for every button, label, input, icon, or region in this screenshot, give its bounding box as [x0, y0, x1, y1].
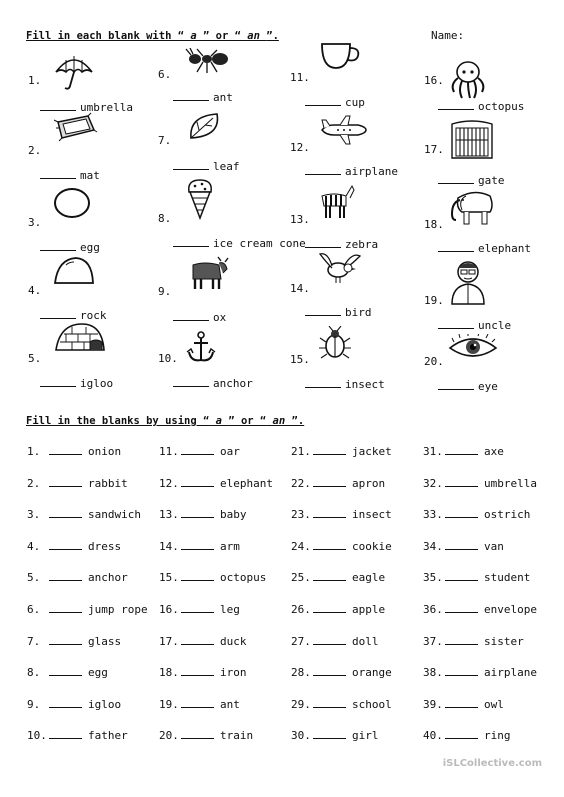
item-number: 25. — [291, 571, 311, 585]
blank-field[interactable] — [438, 380, 474, 390]
item-number: 17. — [159, 634, 179, 648]
blank-field[interactable] — [49, 571, 82, 581]
item-word: elephant — [478, 242, 531, 255]
item-number: 34. — [423, 539, 443, 553]
blank-field[interactable] — [49, 477, 82, 487]
zebra-icon — [318, 184, 356, 224]
list-item — [27, 729, 128, 742]
item-number: 6. — [158, 68, 172, 81]
item-word: egg — [80, 241, 100, 254]
blank-field[interactable] — [438, 319, 474, 329]
item-word: rabbit — [88, 476, 128, 490]
blank-field[interactable] — [305, 238, 341, 248]
item-number: 1. — [27, 445, 41, 458]
item-word: girl — [352, 729, 379, 743]
item-word: insect — [352, 508, 392, 522]
item-word: elephant — [220, 476, 273, 490]
item-number: 9. — [158, 285, 172, 298]
item-number: 11. — [159, 445, 179, 458]
insect-icon — [318, 326, 352, 364]
name-label: Name: — [431, 29, 465, 42]
item-number: 12. — [290, 141, 310, 154]
item-word: arm — [220, 539, 240, 553]
blank-field[interactable] — [438, 174, 474, 184]
list-item — [159, 571, 266, 584]
list-item — [291, 571, 385, 584]
airplane-icon — [318, 115, 368, 149]
list-item — [423, 729, 511, 742]
item-word: uncle — [478, 319, 512, 332]
answer-line — [305, 96, 365, 109]
answer-line — [438, 100, 524, 113]
item-number: 2. — [27, 476, 41, 490]
answer-line — [438, 242, 531, 255]
watermark: iSLCollective.com — [442, 758, 542, 769]
item-number: 18. — [424, 218, 444, 231]
item-word: axe — [484, 445, 504, 458]
item-number: 26. — [291, 603, 311, 616]
rock-icon — [52, 255, 96, 291]
answer-line — [305, 378, 385, 391]
blank-field[interactable] — [445, 571, 478, 581]
list-item — [159, 445, 240, 458]
item-number: 19. — [424, 294, 444, 307]
item-number: 24. — [291, 539, 311, 553]
blank-field[interactable] — [313, 729, 346, 739]
leaf-icon — [185, 110, 225, 148]
item-word: school — [352, 697, 392, 711]
item-word: airplane — [484, 666, 537, 680]
item-word: igloo — [88, 697, 122, 711]
item-number: 13. — [290, 213, 310, 226]
item-word: zebra — [345, 238, 379, 251]
item-number: 5. — [27, 571, 41, 585]
blank-field[interactable] — [438, 242, 474, 252]
item-word: cup — [345, 96, 365, 109]
list-item — [159, 540, 240, 553]
blank-field[interactable] — [173, 237, 209, 247]
blank-field[interactable] — [438, 100, 474, 110]
item-number: 15. — [159, 571, 179, 585]
answer-line — [40, 377, 113, 390]
list-item — [423, 540, 504, 553]
item-word: leaf — [213, 160, 240, 173]
item-word: sister — [484, 634, 524, 648]
item-number: 23. — [291, 508, 311, 522]
item-word: egg — [88, 666, 108, 680]
answer-line — [173, 377, 253, 390]
item-number: 3. — [27, 508, 41, 522]
elephant-icon — [448, 186, 502, 230]
blank-field[interactable] — [181, 635, 214, 645]
blank-field[interactable] — [313, 445, 346, 455]
eye-icon — [448, 334, 498, 364]
blank-field[interactable] — [49, 508, 82, 518]
blank-field[interactable] — [49, 540, 82, 550]
blank-field[interactable] — [313, 635, 346, 645]
blank-field[interactable] — [49, 445, 82, 455]
list-item — [291, 445, 392, 458]
list-item — [27, 698, 121, 711]
item-number: 38. — [423, 666, 443, 680]
blank-field[interactable] — [173, 160, 209, 170]
blank-field[interactable] — [445, 698, 478, 708]
item-word: insect — [345, 378, 385, 391]
blank-field[interactable] — [173, 377, 209, 387]
answer-line — [438, 319, 511, 332]
item-word: cookie — [352, 539, 392, 553]
item-number: 8. — [158, 212, 172, 225]
item-number: 17. — [424, 143, 444, 156]
item-number: 35. — [423, 571, 443, 585]
item-word: jacket — [352, 445, 392, 458]
item-word: iron — [220, 666, 247, 680]
blank-field[interactable] — [305, 165, 341, 175]
blank-field[interactable] — [313, 698, 346, 708]
blank-field[interactable] — [445, 729, 478, 739]
blank-field[interactable] — [313, 603, 346, 613]
item-number: 36. — [423, 603, 443, 616]
item-word: ring — [484, 729, 511, 743]
item-word: leg — [220, 603, 240, 616]
item-number: 21. — [291, 445, 311, 458]
list-item — [291, 666, 392, 679]
item-word: van — [484, 539, 504, 553]
blank-field[interactable] — [181, 540, 214, 550]
item-word: mat — [80, 169, 100, 182]
item-word: glass — [88, 634, 122, 648]
blank-field[interactable] — [181, 603, 214, 613]
item-number: 27. — [291, 634, 311, 648]
item-number: 39. — [423, 697, 443, 711]
list-item — [291, 477, 385, 490]
igloo-icon — [52, 322, 108, 356]
item-word: student — [484, 571, 531, 585]
item-word: igloo — [80, 377, 114, 390]
blank-field[interactable] — [445, 666, 478, 676]
list-item — [27, 666, 108, 679]
blank-field[interactable] — [40, 101, 76, 111]
item-number: 8. — [27, 666, 41, 680]
gate-icon — [448, 120, 496, 164]
list-item — [291, 635, 379, 648]
blank-field[interactable] — [313, 540, 346, 550]
blank-field[interactable] — [305, 96, 341, 106]
answer-line — [173, 237, 306, 250]
answer-line — [40, 309, 107, 322]
answer-line — [173, 91, 233, 104]
blank-field[interactable] — [445, 635, 478, 645]
item-number: 2. — [28, 144, 42, 157]
item-number: 11. — [290, 71, 310, 84]
blank-field[interactable] — [313, 571, 346, 581]
item-number: 5. — [28, 352, 42, 365]
item-word: ant — [213, 91, 233, 104]
egg-icon — [52, 186, 92, 224]
bird-icon — [318, 250, 362, 288]
list-item — [159, 635, 247, 648]
item-word: bird — [345, 306, 372, 319]
octopus-icon — [448, 60, 488, 104]
list-item — [291, 729, 379, 742]
list-item — [159, 603, 240, 616]
item-word: ox — [213, 311, 227, 324]
list-item — [291, 508, 392, 521]
item-number: 31. — [423, 445, 443, 458]
answer-line — [173, 160, 240, 173]
item-word: jump rope — [88, 603, 148, 616]
blank-field[interactable] — [313, 477, 346, 487]
list-item — [27, 445, 121, 458]
item-word: octopus — [220, 571, 267, 585]
item-word: orange — [352, 666, 392, 680]
item-word: eagle — [352, 571, 386, 585]
item-number: 14. — [159, 539, 179, 553]
item-number: 29. — [291, 697, 311, 711]
item-word: train — [220, 729, 254, 743]
list-item — [423, 477, 537, 490]
blank-field[interactable] — [445, 477, 478, 487]
blank-field[interactable] — [49, 666, 82, 676]
ice-cream-icon — [185, 176, 215, 224]
answer-line — [305, 306, 372, 319]
item-number: 15. — [290, 353, 310, 366]
list-item — [423, 603, 537, 616]
blank-field[interactable] — [181, 698, 214, 708]
answer-line — [438, 380, 498, 393]
mat-icon — [52, 112, 98, 146]
item-number: 14. — [290, 282, 310, 295]
blank-field[interactable] — [40, 377, 76, 387]
ox-icon — [185, 255, 229, 295]
item-word: umbrella — [80, 101, 133, 114]
list-item — [27, 540, 121, 553]
list-item — [159, 666, 247, 679]
blank-field[interactable] — [305, 306, 341, 316]
list-item — [291, 540, 392, 553]
list-item — [423, 635, 524, 648]
item-number: 9. — [27, 697, 41, 711]
answer-line — [40, 169, 100, 182]
anchor-icon — [185, 330, 217, 368]
item-number: 12. — [159, 476, 179, 490]
answer-line — [173, 311, 226, 324]
item-number: 13. — [159, 508, 179, 522]
blank-field[interactable] — [49, 698, 82, 708]
item-number: 20. — [424, 355, 444, 368]
item-number: 4. — [28, 284, 42, 297]
item-word: father — [88, 729, 128, 743]
blank-field[interactable] — [181, 445, 214, 455]
item-number: 32. — [423, 476, 443, 490]
item-word: rock — [80, 309, 107, 322]
blank-field[interactable] — [313, 508, 346, 518]
item-word: anchor — [88, 571, 128, 585]
answer-line — [305, 165, 398, 178]
blank-field[interactable] — [313, 666, 346, 676]
blank-field[interactable] — [181, 477, 214, 487]
blank-field[interactable] — [173, 91, 209, 101]
blank-field[interactable] — [305, 378, 341, 388]
item-word: octopus — [478, 100, 525, 113]
cup-icon — [318, 40, 362, 76]
blank-field[interactable] — [49, 635, 82, 645]
blank-field[interactable] — [445, 540, 478, 550]
item-number: 40. — [423, 729, 443, 743]
list-item — [291, 603, 385, 616]
item-word: anchor — [213, 377, 253, 390]
blank-field[interactable] — [40, 241, 76, 251]
blank-field[interactable] — [40, 309, 76, 319]
list-item — [291, 698, 392, 711]
list-item — [159, 729, 253, 742]
blank-field[interactable] — [181, 508, 214, 518]
item-word: sandwich — [88, 508, 141, 522]
item-word: ostrich — [484, 508, 531, 522]
blank-field[interactable] — [445, 508, 478, 518]
item-word: envelope — [484, 603, 537, 616]
item-number: 30. — [291, 729, 311, 743]
list-item — [27, 571, 128, 584]
item-word: dress — [88, 539, 122, 553]
blank-field[interactable] — [40, 169, 76, 179]
blank-field[interactable] — [181, 571, 214, 581]
list-item — [423, 698, 504, 711]
item-word: apple — [352, 603, 386, 616]
list-item — [159, 508, 247, 521]
list-item — [423, 666, 537, 679]
item-number: 20. — [159, 729, 179, 743]
section-title-2: Fill in the blanks by using “ a ” or “ an ”. — [26, 415, 305, 427]
list-item — [27, 477, 128, 490]
blank-field[interactable] — [445, 603, 478, 613]
item-word: ice cream cone — [213, 237, 306, 250]
list-item — [423, 445, 504, 458]
list-item — [159, 477, 273, 490]
item-number: 7. — [27, 634, 41, 648]
item-word: oar — [220, 445, 240, 458]
item-word: gate — [478, 174, 505, 187]
list-item — [27, 508, 141, 521]
item-number: 10. — [27, 729, 47, 743]
item-number: 10. — [158, 352, 178, 365]
item-word: airplane — [345, 165, 398, 178]
blank-field[interactable] — [49, 603, 82, 613]
item-word: baby — [220, 508, 247, 522]
item-word: ant — [220, 697, 240, 711]
item-number: 4. — [27, 539, 41, 553]
item-number: 16. — [159, 603, 179, 616]
blank-field[interactable] — [181, 666, 214, 676]
blank-field[interactable] — [49, 729, 82, 739]
list-item — [159, 698, 240, 711]
blank-field[interactable] — [181, 729, 214, 739]
item-number: 18. — [159, 666, 179, 680]
item-word: duck — [220, 634, 247, 648]
item-word: umbrella — [484, 476, 537, 490]
answer-line — [40, 241, 100, 254]
item-number: 3. — [28, 216, 42, 229]
item-number: 6. — [27, 603, 41, 616]
ant-icon — [185, 48, 231, 78]
item-number: 37. — [423, 634, 443, 648]
item-number: 1. — [28, 74, 42, 87]
item-word: owl — [484, 697, 504, 711]
blank-field[interactable] — [173, 311, 209, 321]
item-number: 7. — [158, 134, 172, 147]
item-word: apron — [352, 476, 386, 490]
item-word: eye — [478, 380, 498, 393]
item-word: onion — [88, 445, 122, 458]
section-title-1: Fill in each blank with “ a ” or “ an ”. — [26, 30, 279, 42]
item-number: 16. — [424, 74, 444, 87]
list-item — [27, 603, 148, 616]
item-word: doll — [352, 634, 379, 648]
uncle-icon — [448, 258, 488, 310]
item-number: 28. — [291, 666, 311, 680]
item-number: 33. — [423, 508, 443, 522]
blank-field[interactable] — [445, 445, 478, 455]
item-number: 22. — [291, 476, 311, 490]
item-number: 19. — [159, 697, 179, 711]
list-item — [423, 571, 530, 584]
umbrella-icon — [52, 52, 96, 96]
list-item — [423, 508, 530, 521]
list-item — [27, 635, 121, 648]
